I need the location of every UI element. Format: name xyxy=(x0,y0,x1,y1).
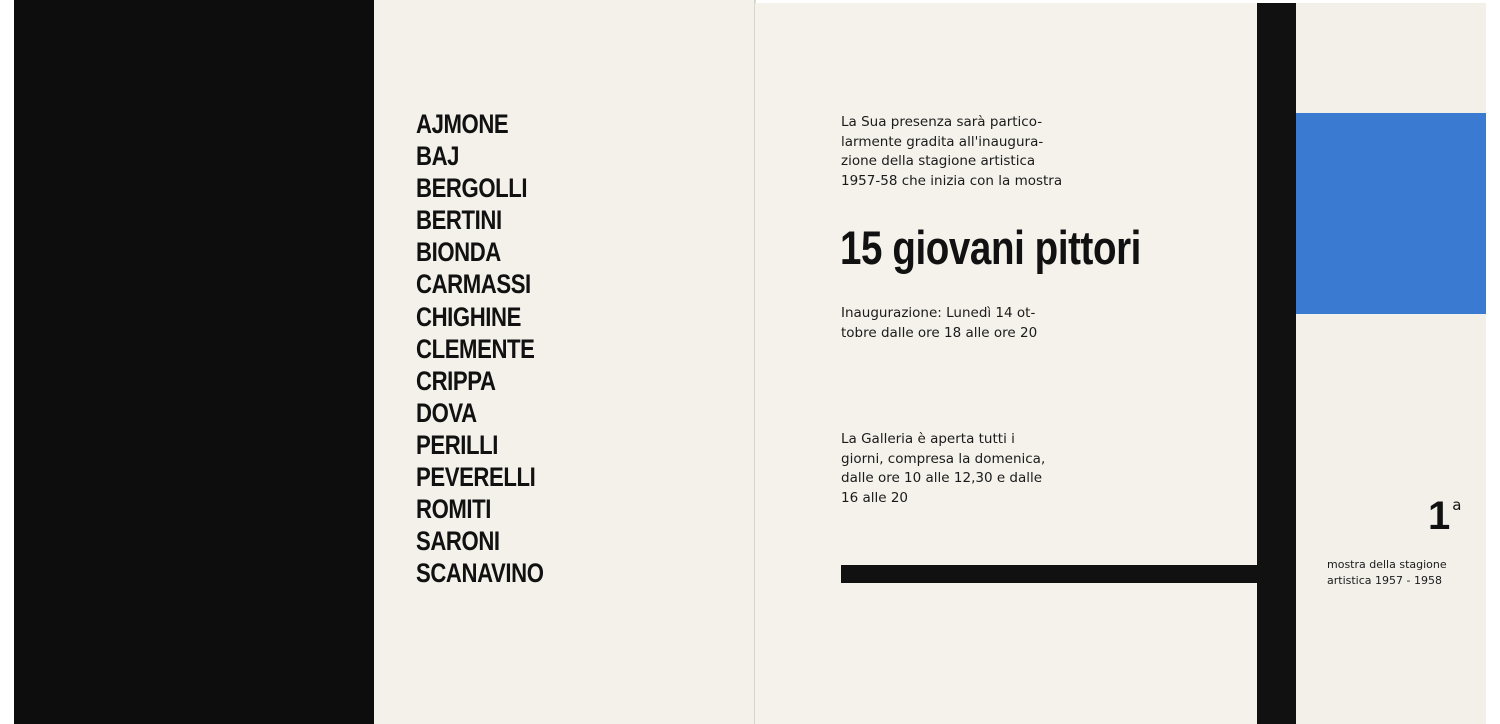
artist-name: BERGOLLI xyxy=(416,173,528,204)
horizontal-black-bar xyxy=(841,565,1257,583)
artist-name: CARMASSI xyxy=(416,269,531,300)
hours-line: giorni, compresa la domenica, xyxy=(841,450,1046,467)
intro-line: larmente gradita all'inaugura- xyxy=(841,133,1044,150)
caption-line: mostra della stagione xyxy=(1327,558,1447,571)
caption-line: artistica 1957 - 1958 xyxy=(1327,573,1442,587)
intro-line: La Sua presenza sarà partico- xyxy=(841,114,1043,130)
black-panel xyxy=(14,0,374,724)
blue-block xyxy=(1296,113,1486,314)
artist-name: SCANAVINO xyxy=(416,558,544,589)
exhibition-ordinal xyxy=(1428,494,1461,538)
ordinal-number: 1 xyxy=(1428,494,1451,538)
opening-info xyxy=(841,304,1037,343)
artist-name: AJMONE xyxy=(416,109,509,139)
artist-name: PERILLI xyxy=(416,429,499,460)
artist-name: BIONDA xyxy=(416,237,501,268)
artist-name: CLEMENTE xyxy=(416,333,535,364)
vertical-black-bar xyxy=(1257,3,1296,724)
cover-panel xyxy=(1296,3,1486,724)
artist-name: BAJ xyxy=(416,141,460,172)
hours-line: 16 alle 20 xyxy=(841,489,909,506)
artist-name: CHIGHINE xyxy=(416,301,521,332)
artist-name: BERTINI xyxy=(416,205,502,236)
opening-line: tobre dalle ore 18 alle ore 20 xyxy=(841,324,1038,341)
artist-name: DOVA xyxy=(416,397,477,428)
intro-line: zione della stagione artistica xyxy=(841,153,1036,169)
hours-line: dalle ore 10 alle 12,30 e dalle xyxy=(841,470,1043,486)
artist-name: PEVERELLI xyxy=(416,462,536,493)
invitation-panel xyxy=(755,3,1257,724)
intro-line: 1957-58 che inizia con la mostra xyxy=(841,172,1063,189)
invitation-intro xyxy=(841,113,1062,191)
cover-caption xyxy=(1327,557,1447,588)
artist-name: SARONI xyxy=(416,526,500,557)
gallery-hours xyxy=(841,430,1045,508)
ordinal-superscript: a xyxy=(1452,496,1462,514)
artist-name: ROMITI xyxy=(416,494,492,525)
opening-line: Inaugurazione: Lunedì 14 ot- xyxy=(841,305,1036,321)
artist-name: CRIPPA xyxy=(416,365,496,396)
exhibition-title: 15 giovani pittori xyxy=(840,221,1141,274)
artist-list xyxy=(416,108,572,589)
hours-line: La Galleria è aperta tutti i xyxy=(841,431,1015,447)
